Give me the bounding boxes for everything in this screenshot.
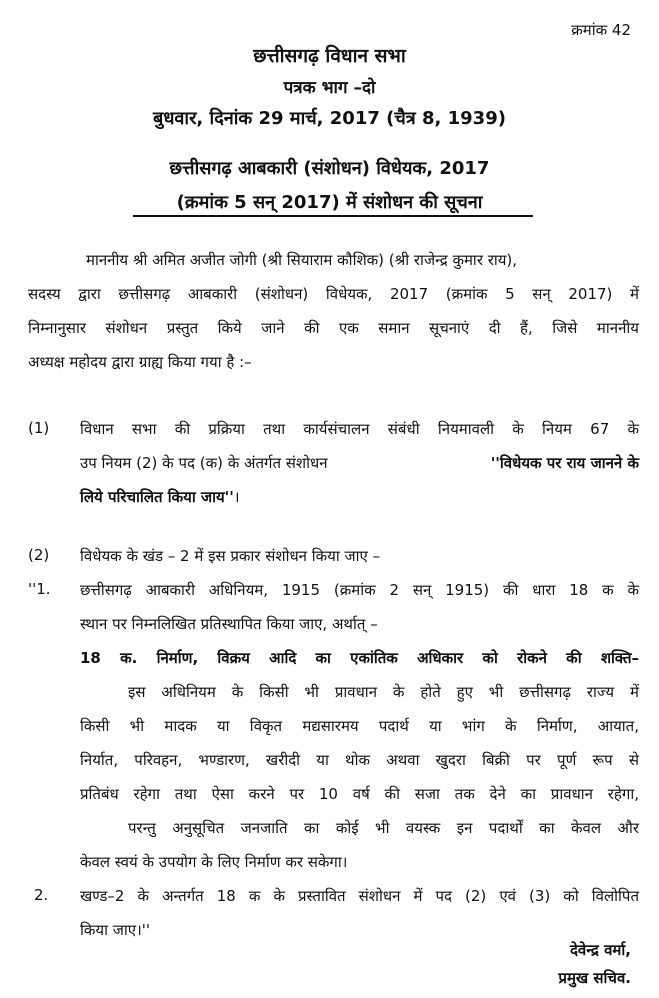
- bulletin-part: पत्रक भाग –दो: [283, 78, 376, 98]
- item-1-line-1: विधान सभा की प्रक्रिया तथा कार्यसंचालन संबंधी नियमावली के नियम 67 के: [80, 420, 639, 438]
- para2-line-2: केवल स्वयं के उपयोग के लिए निर्माण कर सकेगा।: [80, 853, 348, 871]
- item-1-line-3-end: ।: [233, 488, 240, 506]
- intro-line-3: निम्नानुसार संशोधन प्रस्तुत किये जाने की एक समान सूचनाएं दी हैं, जिसे माननीय: [28, 319, 639, 337]
- item-1-line-2-normal: उप नियम (2) के पद (क) के अंतर्गत संशोधन: [80, 454, 328, 472]
- item-1-line-2-bold: ''विधेयक पर राय जानने के: [490, 454, 639, 472]
- section-18k-heading: 18 क. निर्माण, विक्रय आदि का एकांतिक अधिकार को रोकने की शक्ति–: [80, 649, 639, 667]
- sub-1-line-2: स्थान पर निम्नलिखित प्रतिस्थापित किया जाए, अर्थात् –: [80, 615, 378, 633]
- item-2-number: (2): [28, 546, 50, 564]
- date-line: बुधवार, दिनांक 29 मार्च, 2017 (चैत्र 8, 1939): [153, 108, 506, 129]
- assembly-title: छत्तीसगढ़ विधान सभा: [253, 45, 406, 67]
- item-2-line-1: विधेयक के खंड – 2 में इस प्रकार संशोधन किया जाए –: [80, 547, 381, 565]
- signatory-title: प्रमुख सचिव.: [558, 969, 631, 987]
- para1-line-4: प्रतिबंध रहेगा तथा ऐसा करने पर 10 वर्ष की सजा तक देने का प्रावधान रहेगा,: [80, 785, 639, 803]
- sub-2-line-1: खण्ड–2 के अन्तर्गत 18 क के प्रस्तावित संशोधन में पद (2) एवं (3) को विलोपित: [80, 887, 639, 905]
- item-1-number: (1): [28, 419, 50, 437]
- signatory-name: देवेन्द्र वर्मा,: [569, 941, 631, 959]
- intro-line-2: सदस्य द्वारा छत्तीसगढ़ आबकारी (संशोधन) विधेयक, 2017 (क्रमांक 5 सन् 2017) में: [28, 285, 639, 303]
- para1-line-1: इस अधिनियम के किसी भी प्रावधान के होते हुए भी छत्तीसगढ़ राज्य में: [128, 683, 639, 701]
- title-underline: [133, 215, 533, 217]
- notice-title: (क्रमांक 5 सन् 2017) में संशोधन की सूचना: [176, 192, 483, 213]
- page-number: क्रमांक 42: [571, 21, 631, 39]
- intro-line-1: माननीय श्री अमित अजीत जोगी (श्री सियाराम कौशिक) (श्री राजेन्द्र कुमार राय),: [86, 251, 518, 269]
- para1-line-2: किसी भी मादक या विकृत मद्यसारमय पदार्थ या भांग के निर्माण, आयात,: [80, 717, 639, 735]
- bill-title: छत्तीसगढ़ आबकारी (संशोधन) विधेयक, 2017: [169, 158, 490, 179]
- sub-1-number: ''1.: [28, 580, 51, 598]
- para2-line-1: परन्तु अनुसूचित जनजाति का कोई भी वयस्क इन पदार्थों का केवल और: [128, 819, 639, 837]
- item-1-line-3-bold: लिये परिचालित किया जाय'': [80, 488, 234, 506]
- sub-1-line-1: छत्तीसगढ़ आबकारी अधिनियम, 1915 (क्रमांक 2 सन् 1915) की धारा 18 क के: [80, 581, 639, 599]
- sub-2-number: 2.: [34, 886, 49, 904]
- item-1-line-2: [80, 453, 639, 473]
- intro-line-4: अध्यक्ष महोदय द्वारा ग्राह्य किया गया है :–: [28, 353, 252, 371]
- para1-line-3: निर्यात, परिवहन, भण्डारण, खरीदी या थोक अथवा खुदरा बिक्री पर पूर्ण रूप से: [80, 751, 639, 769]
- sub-2-line-2: किया जाए।'': [80, 921, 151, 939]
- item-1-line-3: [80, 487, 240, 507]
